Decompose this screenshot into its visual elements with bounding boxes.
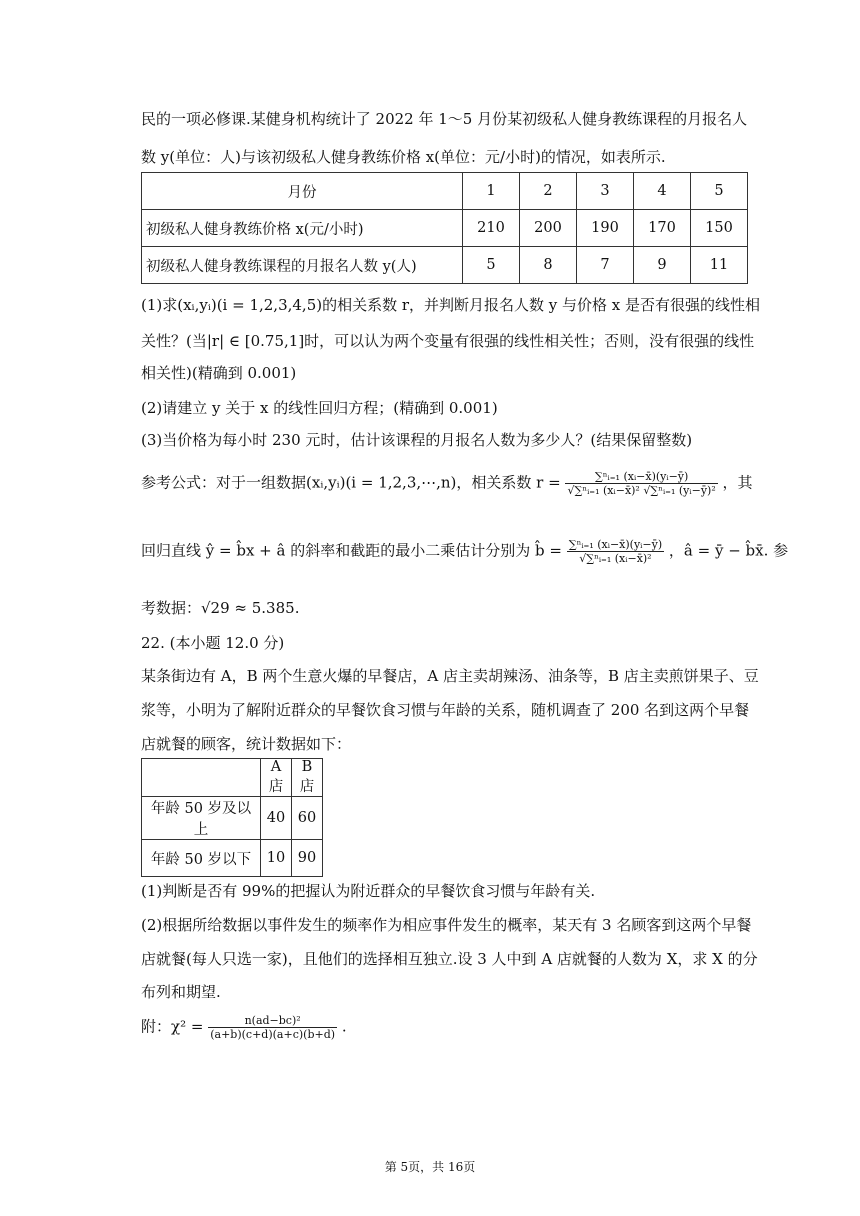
question-22-heading: 22. (本小题 12.0 分) (141, 634, 285, 652)
page-footer: 第 5页，共 16页 (384, 1160, 476, 1174)
count-cell: 9 (634, 247, 691, 284)
table-row (142, 840, 323, 877)
q1-line-3: 相关性)(精确到 0.001) (141, 364, 297, 382)
slope-formula (567, 538, 664, 565)
price-cell: 170 (634, 210, 691, 247)
table-cell: 40 (261, 797, 292, 840)
formula-denominator: √∑ⁿᵢ₌₁ (xᵢ−x̄)² (579, 552, 652, 565)
count-cell: 11 (691, 247, 748, 284)
empty-header-cell (142, 759, 261, 797)
month-header: 月份 (142, 173, 463, 210)
ref-data-line: 考数据：√29 ≈ 5.385. (141, 599, 300, 617)
count-cell: 8 (520, 247, 577, 284)
part-2-line-1: (2)根据所给数据以事件发生的频率作为相应事件发生的概率，某天有 3 名顾客到这两个早餐 (141, 916, 752, 934)
table-row (142, 759, 323, 797)
table-cell: 60 (292, 797, 323, 840)
row-label: 年龄 50 岁及以上 (142, 797, 261, 840)
intro-line-1: 民的一项必修课.某健身机构统计了 2022 年 1～5 月份某初级私人健身教练课程的月报名人 (141, 110, 748, 128)
part-2-line-2: 店就餐(每人只选一家)，且他们的选择相互独立.设 3 人中到 A 店就餐的人数为 X，求 X 的分 (141, 950, 758, 968)
q1-line-1: (1)求(xᵢ,yᵢ)(i = 1,2,3,4,5)的相关系数 r，并判断月报名人数 y 与价格 x 是否有很强的线性相 (141, 296, 761, 314)
table-row (142, 247, 748, 284)
formula-numerator: ∑ⁿᵢ₌₁ (xᵢ−x̄)(yᵢ−ȳ) (565, 470, 717, 484)
formula-numerator: n(ad−bc)² (208, 1014, 337, 1028)
row-label: 年龄 50 岁以下 (142, 840, 261, 877)
month-cell: 3 (577, 173, 634, 210)
count-cell: 7 (577, 247, 634, 284)
count-row-label: 初级私人健身教练课程的月报名人数 y(人) (142, 247, 463, 284)
ref-formula-line-2 (141, 538, 788, 565)
ref-text-b-tail: ，â = ȳ − b̂x̄. 参 (668, 541, 789, 560)
count-cell: 5 (463, 247, 520, 284)
table-cell: 90 (292, 840, 323, 877)
chi-square-formula (208, 1014, 337, 1041)
appendix-label: 附：χ² = (141, 1017, 204, 1036)
price-cell: 210 (463, 210, 520, 247)
formula-denominator: (a+b)(c+d)(a+c)(b+d) (210, 1028, 336, 1041)
col-b-header: B 店 (292, 759, 323, 797)
month-cell: 2 (520, 173, 577, 210)
q22-line-2: 浆等，小明为了解附近群众的早餐饮食习惯与年龄的关系，随机调查了 200 名到这两个早餐 (141, 701, 750, 719)
q1-line-2: 关性？(当|r| ∈ [0.75,1]时，可以认为两个变量有很强的线性相关性；否则，没有很强的线性 (141, 332, 755, 350)
price-cell: 190 (577, 210, 634, 247)
price-cell: 200 (520, 210, 577, 247)
price-cell: 150 (691, 210, 748, 247)
table-row (142, 173, 748, 210)
month-cell: 1 (463, 173, 520, 210)
ref-text-a-tail: ，其 (722, 473, 753, 492)
table-row (142, 210, 748, 247)
ref-text-b: 回归直线 ŷ = b̂x + â 的斜率和截距的最小二乘估计分别为 b̂ = (141, 541, 562, 560)
col-a-header: A 店 (261, 759, 292, 797)
appendix-tail: . (341, 1017, 347, 1036)
part-1-text: (1)判断是否有 99%的把握认为附近群众的早餐饮食习惯与年龄有关. (141, 882, 596, 900)
table-row (142, 797, 323, 840)
breakfast-table (141, 758, 323, 877)
intro-line-2: 数 y(单位：人)与该初级私人健身教练价格 x(单位：元/小时)的情况，如表所示. (141, 148, 666, 166)
price-row-label: 初级私人健身教练价格 x(元/小时) (142, 210, 463, 247)
month-cell: 4 (634, 173, 691, 210)
part-2-line-3: 布列和期望. (141, 983, 221, 1001)
price-table (141, 172, 748, 284)
correlation-formula (565, 470, 717, 497)
table-cell: 10 (261, 840, 292, 877)
q3-text: (3)当价格为每小时 230 元时，估计该课程的月报名人数为多少人？(结果保留整数) (141, 431, 693, 449)
ref-text-a: 参考公式：对于一组数据(xᵢ,yᵢ)(i = 1,2,3,⋯,n)，相关系数 r = (141, 473, 561, 492)
appendix-line (141, 1014, 347, 1041)
q22-line-1: 某条街边有 A，B 两个生意火爆的早餐店，A 店主卖胡辣汤、油条等，B 店主卖煎饼果子、豆 (141, 667, 759, 685)
q2-text: (2)请建立 y 关于 x 的线性回归方程；(精确到 0.001) (141, 399, 498, 417)
month-cell: 5 (691, 173, 748, 210)
q22-line-3: 店就餐的顾客，统计数据如下： (141, 735, 352, 753)
ref-formula-line-1 (141, 470, 753, 497)
formula-numerator: ∑ⁿᵢ₌₁ (xᵢ−x̄)(yᵢ−ȳ) (568, 538, 663, 551)
formula-denominator: √∑ⁿᵢ₌₁ (xᵢ−x̄)² √∑ⁿᵢ₌₁ (yᵢ−ȳ)² (567, 484, 716, 497)
